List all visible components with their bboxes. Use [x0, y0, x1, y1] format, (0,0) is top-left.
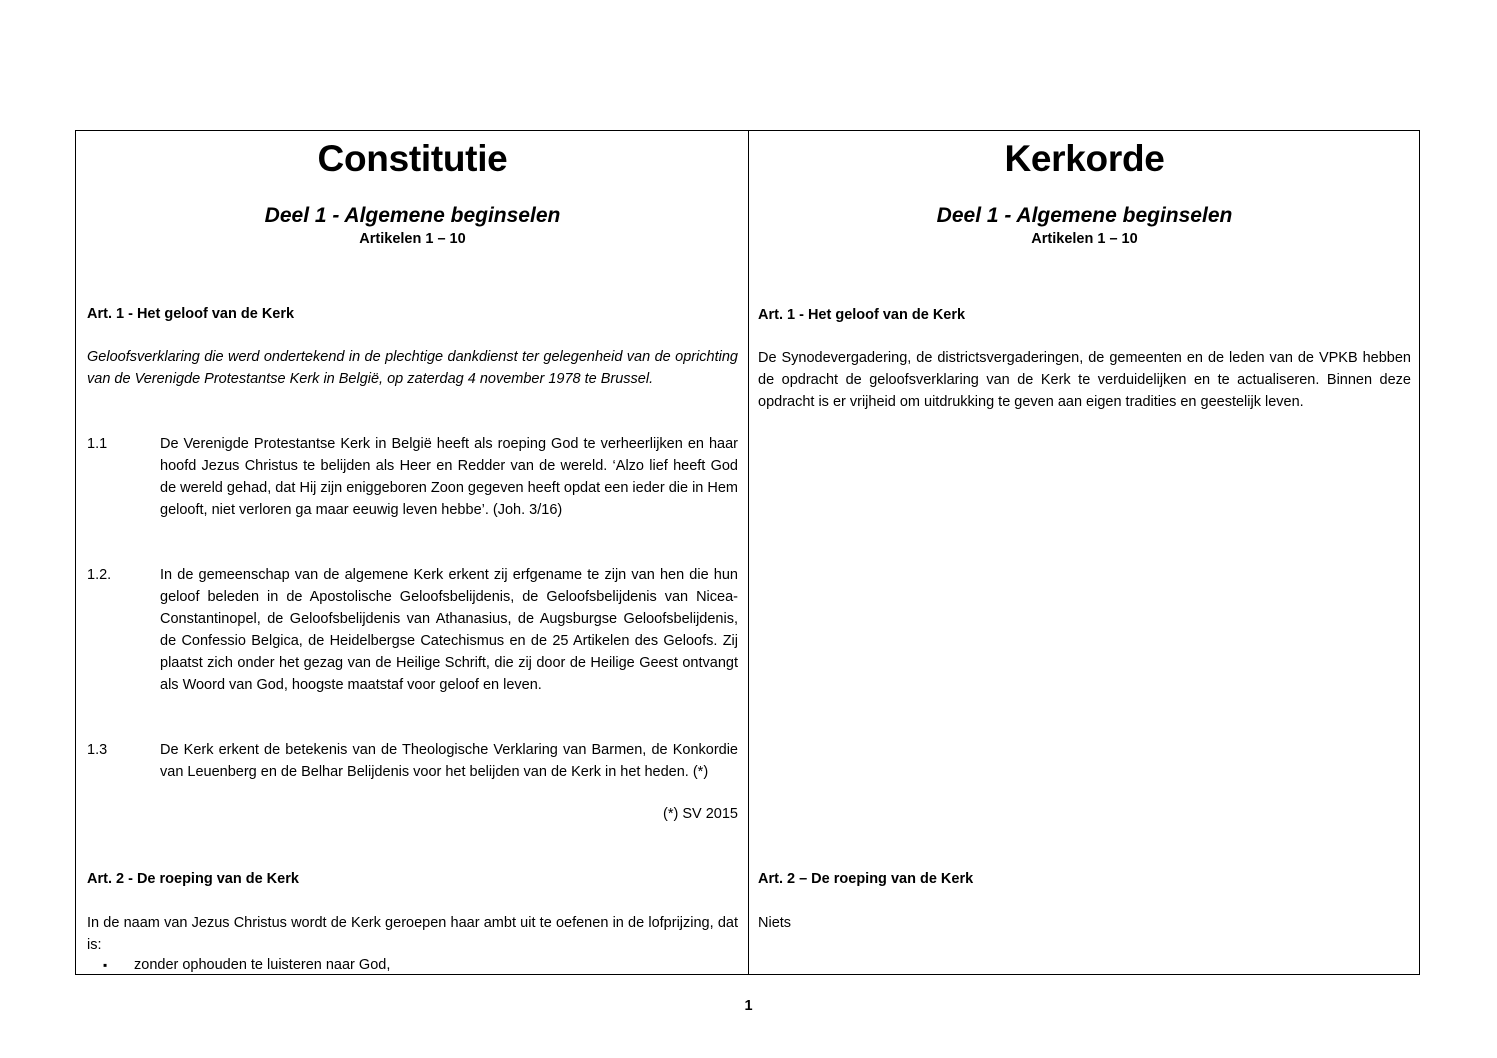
part-subtitle: Artikelen 1 – 10 — [1031, 231, 1138, 247]
item-number: 1.2. — [87, 567, 112, 583]
kerkorde-column — [749, 131, 1419, 974]
item-text: In de gemeenschap van de algemene Kerk erkent zij erfgename te zijn van hen die hun geloof beleden in de Apostolische Geloofsbelijdenis, de Geloofsbelijdenis van Nicea-Constantinopel, de Geloofsbelijdenis van Athanasius, de Augsburgse Geloofsbelijdenis, de Confessio Belgica, de Heidelbergse Catechismus en de 25 Artikelen des Geloofs. Zij plaatst zich onder het gezag van de Heilige Schrift, die zij door de Heilige Geest ontvangt als Woord van God, hoogste maatstaf voor geloof en leven. — [160, 567, 738, 693]
item-text: De Verenigde Protestantse Kerk in België heeft als roeping God te verheerlijken en haar hoofd Jezus Christus te belijden als Heer en Redder van de wereld. ‘Alzo lief heeft God de wereld gehad, dat Hij zijn eniggeboren Zoon gegeven heeft opdat een ieder die in Hem gelooft, niet verloren ga maar eeuwig leven hebbe’. (Joh. 3/16) — [160, 436, 738, 518]
comparison-table — [75, 130, 1420, 975]
article-2-text: Niets — [758, 915, 792, 931]
bullet-icon: ▪ — [103, 958, 108, 972]
part-title: Deel 1 - Algemene beginselen — [264, 204, 561, 227]
column-title: Constitutie — [317, 138, 508, 179]
constitutie-column — [76, 131, 749, 974]
footnote-reference: (*) SV 2015 — [663, 806, 738, 822]
item-text: De Kerk erkent de betekenis van de Theologische Verklaring van Barmen, de Konkordie van Leuenberg en de Belhar Belijdenis voor het belijden van de Kerk in het heden. (*) — [160, 742, 738, 780]
article-1-intro: Geloofsverklaring die werd ondertekend in de plechtige dankdienst ter gelegenheid van de oprichting van de Verenigde Protestantse Kerk in België, op zaterdag 4 november 1978 te Brussel. — [87, 349, 738, 387]
column-title: Kerkorde — [1004, 138, 1165, 179]
article-2-text: In de naam van Jezus Christus wordt de Kerk geroepen haar ambt uit te oefenen in de lofprijzing, dat is: — [87, 915, 738, 953]
article-2-title: Art. 2 - De roeping van de Kerk — [87, 871, 299, 887]
article-1-text: De Synodevergadering, de districtsvergaderingen, de gemeenten en de leden van de VPKB hebben de opdracht de geloofsverklaring van de Kerk te verduidelijken en te actualiseren. Binnen deze opdracht is er vrijheid om uitdrukking te geven aan eigen tradities en geestelijk leven. — [758, 350, 1411, 410]
list-item-1-3 — [87, 739, 738, 783]
bullet-text: zonder ophouden te luisteren naar God, — [134, 957, 391, 973]
bullet-item — [87, 954, 390, 976]
article-1-title: Art. 1 - Het geloof van de Kerk — [87, 306, 295, 322]
list-item-1-1 — [87, 433, 738, 521]
part-subtitle: Artikelen 1 – 10 — [359, 231, 466, 247]
article-1-title: Art. 1 - Het geloof van de Kerk — [758, 307, 966, 323]
item-number: 1.1 — [87, 436, 108, 452]
article-2-title: Art. 2 – De roeping van de Kerk — [758, 871, 974, 887]
item-number: 1.3 — [87, 742, 108, 758]
list-item-1-2 — [87, 564, 738, 696]
page-number: 1 — [744, 998, 753, 1014]
part-title: Deel 1 - Algemene beginselen — [936, 204, 1233, 227]
